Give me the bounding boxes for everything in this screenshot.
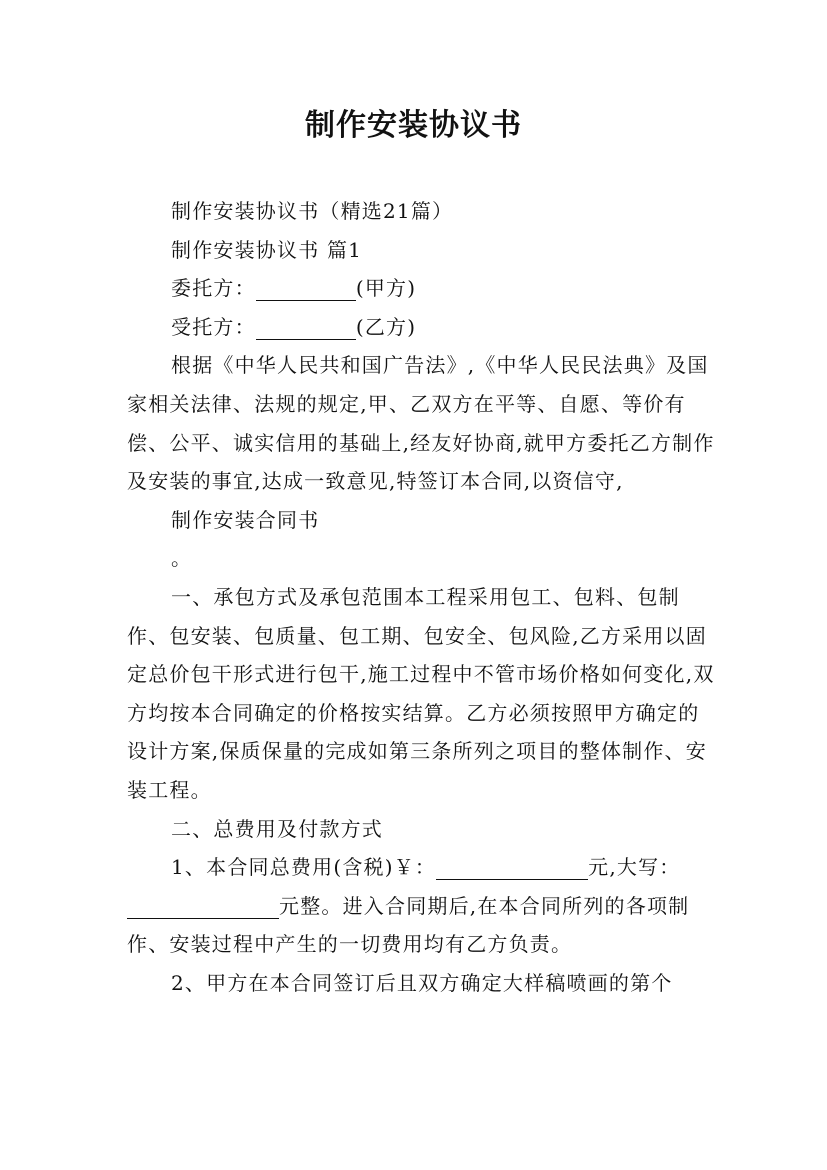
fee-amount-blank — [436, 857, 588, 880]
payment-paragraph: 2、甲方在本合同签订后且双方确定大样稿喷画的第个 — [171, 970, 673, 995]
contractor-line — [127, 308, 717, 347]
client-line — [127, 269, 717, 308]
contract-heading: 制作安装合同书 — [171, 507, 320, 532]
contractor-suffix: (乙方) — [355, 314, 417, 339]
chapter-paragraph: 制作安装协议书 篇1 — [171, 237, 363, 262]
client-suffix: (甲方) — [355, 276, 417, 301]
fee-prefix: 1、本合同总费用(含税)￥： — [171, 855, 437, 880]
fee-mid: 元,大写： — [588, 855, 681, 880]
clause2-heading: 二、总费用及付款方式 — [171, 816, 383, 841]
fee-words-blank — [127, 896, 279, 919]
intro-paragraph: 根据《中华人民共和国广告法》,《中华人民民法典》及国家相关法律、法规的规定,甲、乙双方在平等、自愿、等价有偿、公平、诚实信用的基础上,经友好协商,就甲方委托乙方制作及安装的事宜,达成一致意见,特签订本合同,以资信守, — [127, 353, 715, 494]
client-label: 委托方： — [171, 276, 256, 301]
contractor-label: 受托方： — [171, 314, 256, 339]
subtitle-paragraph: 制作安装协议书（精选21篇） — [171, 199, 454, 223]
clause1-paragraph: 一、承包方式及承包范围本工程采用包工、包料、包制作、包安装、包质量、包工期、包安全、包风险,乙方采用以固定总价包干形式进行包干,施工过程中不管市场价格如何变化,双方均按本合同确定的价格按实结算。乙方必须按照甲方确定的设计方案,保质保量的完成如第三条所列之项目的整体制作、安装工程。 — [127, 584, 715, 802]
document-title: 制作安装协议书 — [305, 108, 522, 143]
document-body — [127, 192, 717, 1002]
fee-paragraph — [127, 848, 717, 964]
client-blank — [256, 278, 356, 301]
dot-paragraph: 。 — [171, 546, 193, 571]
contractor-blank — [256, 317, 356, 340]
fee-suffix: 元整。进入合同期后,在本合同所列的各项制作、安装过程中产生的一切费用均有乙方负责。 — [127, 893, 690, 957]
